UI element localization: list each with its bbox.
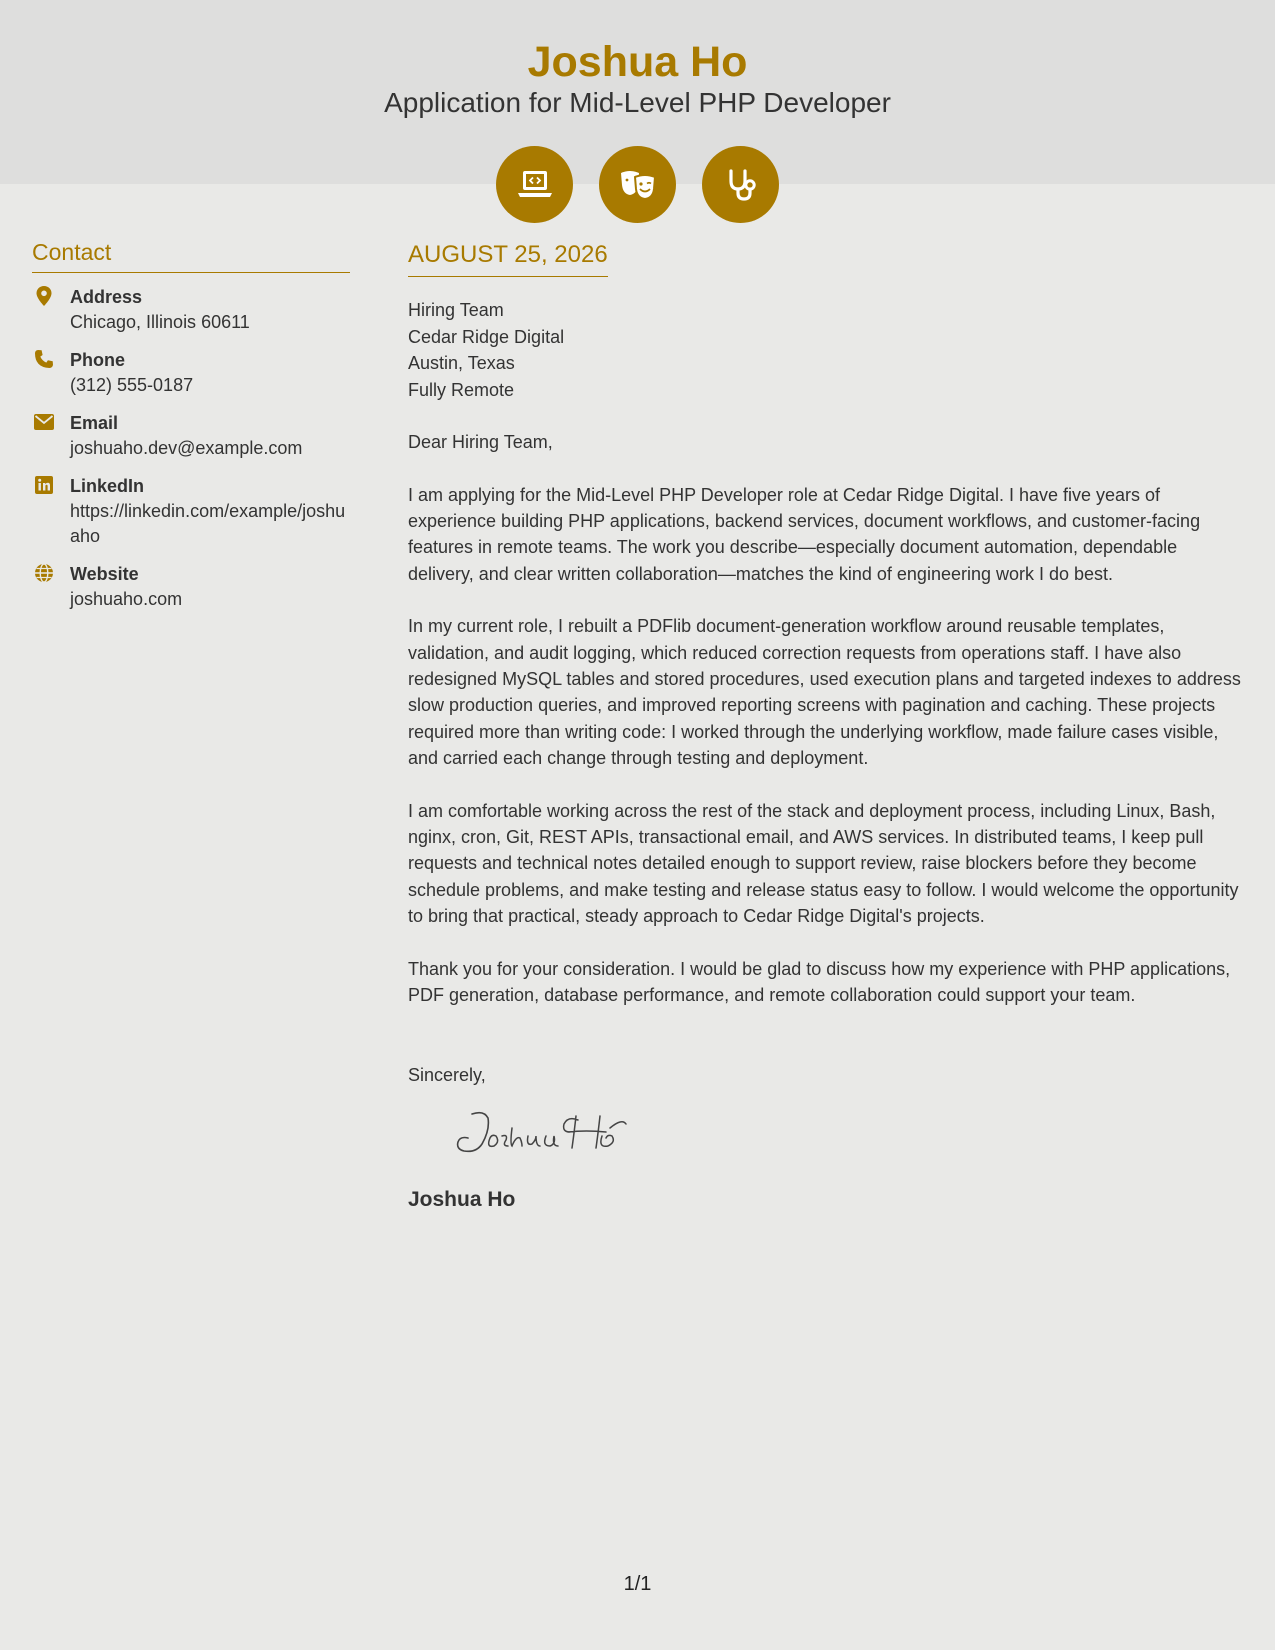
contact-label-phone: Phone [70, 350, 126, 370]
signature [450, 1106, 1244, 1166]
signer-name: Joshua Ho [408, 1188, 516, 1212]
signature-image [450, 1106, 650, 1162]
letter-body [408, 238, 1244, 1214]
contact-website [32, 562, 350, 612]
envelope-icon [32, 412, 56, 436]
stethoscope-icon [702, 146, 779, 223]
contact-label-email: Email [70, 413, 119, 433]
recipient-line: Austin, Texas [408, 353, 515, 373]
contact-linkedin [32, 474, 350, 549]
linkedin-icon [32, 475, 56, 499]
letter-paragraph: Thank you for your consideration. I would be glad to discuss how my experience with PHP applications, PDF generation, database performance, and remote collaboration could support your team. [408, 958, 1231, 1005]
contact-heading: Contact [32, 236, 350, 273]
map-pin-icon [32, 286, 56, 310]
letter-paragraph: I am applying for the Mid-Level PHP Developer role at Cedar Ridge Digital. I have five years of experience building PHP applications, backend services, document workflows, and customer-facing features in remote teams. The work you describe—especially document automation, dependable delivery, and clear written collaboration—matches the kind of engineering work I do best. [408, 484, 1201, 584]
recipient-line: Fully Remote [408, 379, 515, 400]
contact-email [32, 411, 350, 461]
globe-icon [32, 563, 56, 587]
recipient-line: Cedar Ridge Digital [408, 326, 565, 347]
letter-paragraph: I am comfortable working across the rest of the stack and deployment process, including Linux, Bash, nginx, cron, Git, REST APIs, transactional email, and AWS services. In distributed teams, I keep pull requests and technical notes detailed enough to support review, raise blockers before they become schedule problems, and make testing and release status easy to follow. I would welcome the opportunity to bring that practical, steady approach to Cedar Ridge Digital's projects. [408, 800, 1239, 927]
recipient-line: Hiring Team [408, 300, 504, 320]
page-number: 1/1 [623, 1573, 652, 1595]
header-icon-row [0, 146, 1275, 223]
laptop-code-icon [496, 146, 573, 223]
contact-phone [32, 348, 350, 398]
applicant-name: Joshua Ho [527, 38, 748, 86]
contact-sidebar [32, 236, 350, 625]
contact-value-website[interactable]: joshuaho.com [70, 589, 183, 609]
contact-value-email: joshuaho.dev@example.com [70, 438, 303, 458]
closing: Sincerely, [408, 1065, 486, 1086]
theater-masks-icon [599, 146, 676, 223]
contact-label-linkedin: LinkedIn [70, 476, 145, 496]
contact-label-website: Website [70, 564, 139, 584]
letter-paragraph: In my current role, I rebuilt a PDFlib document-generation workflow around reusable templates, validation, and audit logging, which reduced correction requests from operations staff. I have also redesigned MySQL tables and stored procedures, used execution plans and targeted indexes to address slow production queries, and improved reporting screens with pagination and caching. These projects required more than writing code: I worked through the underlying workflow, made failure cases visible, and carried each change through testing and deployment. [408, 616, 1241, 769]
contact-value-address: Chicago, Illinois 60611 [70, 312, 250, 332]
salutation: Dear Hiring Team, [408, 432, 553, 452]
contact-value-linkedin[interactable]: https://linkedin.com/example/joshuaho [70, 501, 346, 546]
contact-value-phone: (312) 555-0187 [70, 375, 194, 395]
letter-date: AUGUST 25, 2026 [408, 238, 608, 277]
contact-address [32, 285, 350, 335]
recipient-block [408, 297, 1244, 403]
contact-label-address: Address [70, 287, 143, 307]
phone-icon [32, 349, 56, 373]
application-subtitle: Application for Mid-Level PHP Developer [384, 87, 891, 118]
